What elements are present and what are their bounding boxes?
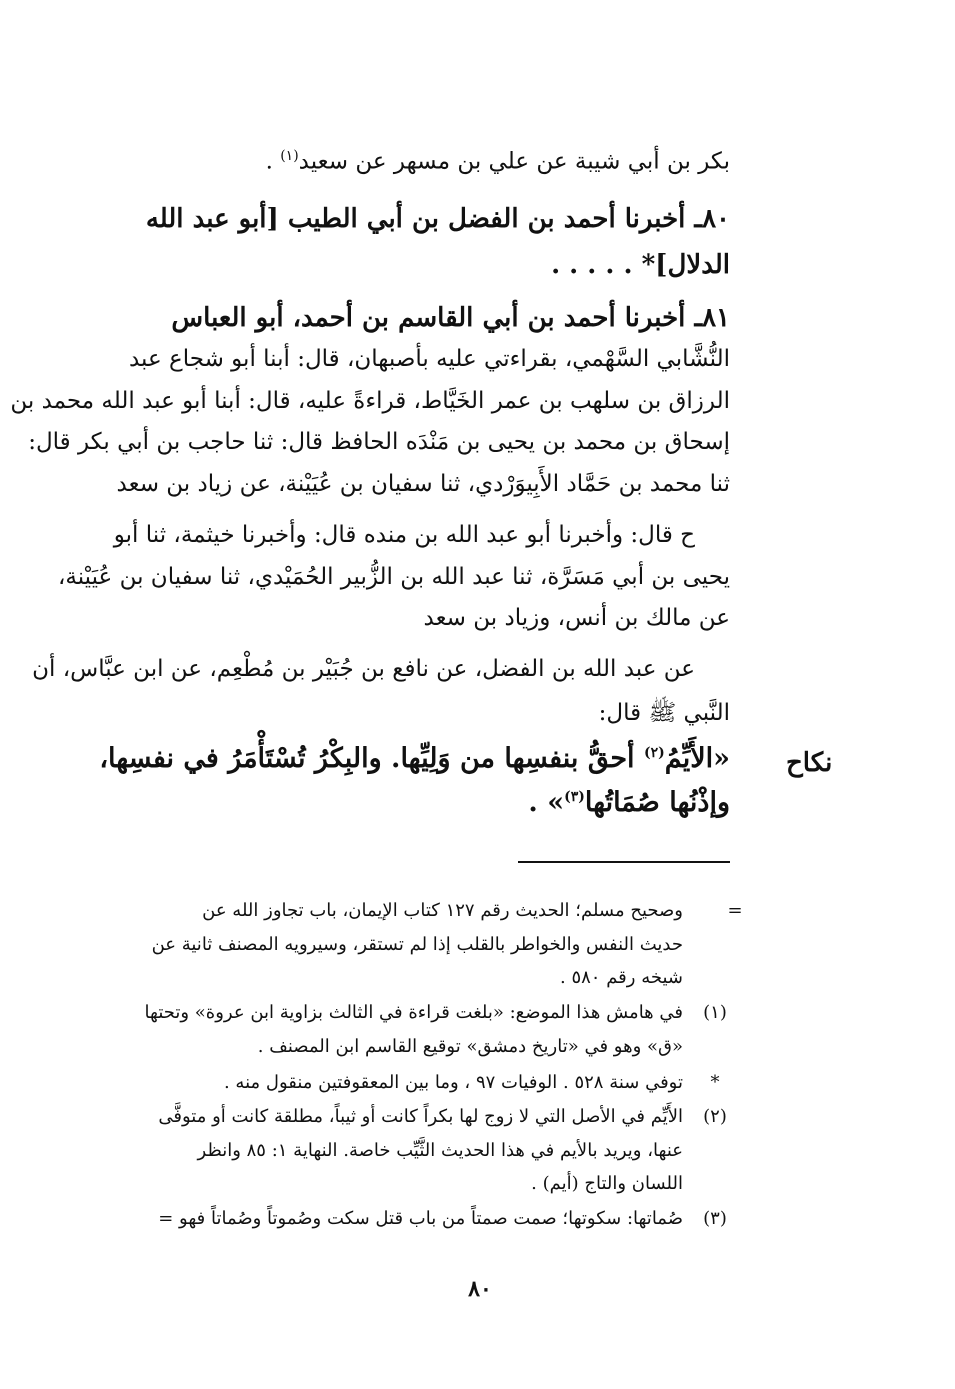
isnad-line [599, 698, 730, 732]
footnote-line [258, 1036, 683, 1057]
text-span: عن عبد الله بن الفضل، عن نافع بن جُبَيْر بن مُطْعِم، عن ابن عبَّاس، أن [32, 656, 695, 682]
isnad-line [58, 564, 730, 590]
isnad-line [28, 429, 730, 455]
isnad-line [114, 522, 695, 548]
text-span: في هامش هذا الموضع: «بلغت قراءة في الثالث بزاوية ابن عروة» وتحتها [144, 1002, 683, 1023]
text-span: ٨١ـ أخبرنا أحمد بن أبي القاسم بن أحمد، أبو العباس [171, 303, 730, 333]
footnote-mark: (١) [703, 1002, 727, 1023]
footnote-ref: (٣) [564, 789, 585, 805]
footnote-mark: = [727, 900, 743, 921]
text-span: . [265, 148, 281, 175]
text-span: ح قال: وأخبرنا أبو عبد الله بن منده قال: وأخبرنا خيثمة، ثنا أبو [113, 522, 695, 548]
isnad-line [129, 346, 730, 372]
isnad-line [32, 656, 695, 682]
isnad-line [10, 388, 730, 414]
text-span: عنها، ويريد بالأيم في هذا الحديث الثَّيِّب خاصة. النهاية ١: ٨٥ وانظر [197, 1140, 683, 1161]
footnote-line [560, 967, 683, 988]
footnote-separator [518, 861, 730, 863]
footnote-line [531, 1173, 683, 1194]
text-span: توفي سنة ٥٢٨ . الوفيات ٩٧ ، وما بين المعقوفتين منقول منه . [223, 1072, 683, 1093]
text-span: يحيى بن أبي مَسَرَّة، ثنا عبد الله بن الزُّبير الحُمَيْدي، ثنا سفيان بن عُيَيْنة، [57, 564, 730, 590]
text-span: ٨٠ـ أخبرنا أحمد بن الفضل بن أبي الطيب [أبو عبد الله [145, 204, 730, 234]
text-span: النَّبي ﷺ قال: [598, 700, 730, 726]
text-span: النُّشَّابي السَّهْمي، بقراءتي عليه بأصبهان، قال: أبنا أبو شجاع عبد [128, 346, 730, 372]
text-span: «الأَيِّمُ [664, 743, 730, 774]
hadith-matn [99, 743, 730, 774]
footnote-mark: (٣) [703, 1208, 727, 1229]
footnote-mark: (٢) [703, 1106, 727, 1127]
text-span: أحقُّ بنفسِها من وَلِيِّها. والبِكْرُ تُسْتَأْمَرُ في نفسِها، [99, 743, 644, 774]
text-span: اللسان والتاج (أيم) . [531, 1173, 683, 1194]
text-span: «ق» وهو في «تاريخ دمشق» توقيع القاسم ابن المصنف . [257, 1036, 683, 1057]
text-span: الرزاق بن سلهب بن عمر الخَيَّاط، قراءةً عليه، قال: أبنا أبو عبد الله محمد بن [10, 388, 730, 414]
text-span: شيخه رقم ٥٨٠ . [560, 967, 683, 988]
footnote-line [145, 1002, 683, 1023]
text-span: إسحاق بن محمد بن يحيى بن مَنْدَه الحافظ قال: ثنا حاجب بن أبي بكر قال: [28, 429, 730, 455]
text-span: صُماتها: سكوتها؛ صمت صمتاً من باب قتل سكت وصُموتاً وصُماتاً فهو = [158, 1208, 683, 1229]
text-line [266, 148, 730, 175]
text-span: » . [528, 787, 565, 818]
footnote-ref: (١) [280, 148, 299, 164]
hadith-80-heading-cont [551, 250, 730, 280]
footnote-line [152, 934, 683, 955]
text-span: ثنا محمد بن حَمَّاد الأَبِيوَرْدي، ثنا سفيان بن عُيَيْنة، عن زياد بن سعد [116, 471, 730, 497]
hadith-matn-cont [528, 787, 730, 818]
footnote-line [224, 1072, 683, 1093]
footnote-ref: (٢) [643, 745, 665, 761]
page-number: ٨٠ [468, 1276, 492, 1302]
footnote-line [202, 900, 683, 921]
hadith-80-heading [146, 204, 730, 234]
text-span: حديث النفس والخواطر بالقلب إذا لم تستقر، وسيرويه المصنف ثانية عن [151, 934, 683, 955]
hadith-81-heading [171, 303, 730, 333]
text-span: بكر بن أبي شيبة عن علي بن مسهر عن سعيد [298, 148, 730, 175]
text-span: الأَيِّم في الأصل التي لا زوج لها بكراً كانت أو ثيباً، مطلقة كانت أو متوفَّى [158, 1106, 683, 1127]
isnad-line [117, 471, 730, 497]
footnote-line [158, 1208, 683, 1229]
text-span: وصحيح مسلم؛ الحديث رقم ١٢٧ كتاب الإيمان، باب تجاوز الله عن [202, 900, 683, 921]
footnote-line [158, 1106, 683, 1127]
margin-subject-label: نكاح [786, 748, 833, 778]
isnad-line [424, 605, 730, 631]
text-span: وإذْنُها صُمَاتُها [584, 787, 730, 818]
text-span: الدلال]* . . . . . [551, 250, 730, 280]
text-span: عن مالك بن أنس، وزياد بن سعد [423, 605, 730, 631]
footnote-line [198, 1140, 683, 1161]
footnote-mark: * [710, 1072, 720, 1093]
